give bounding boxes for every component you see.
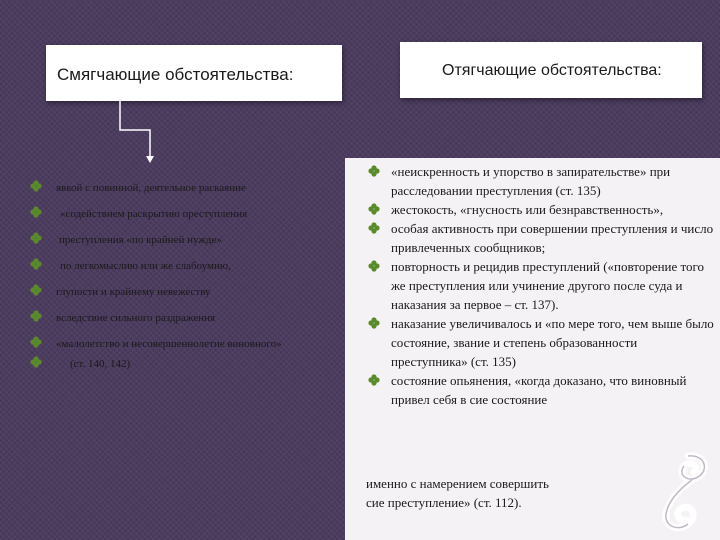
- aggravating-item: [366, 200, 716, 219]
- aggravating-item: [366, 257, 716, 314]
- clover-bullet-icon: [368, 260, 380, 272]
- clover-bullet-icon: [368, 374, 380, 386]
- clover-bullet-icon: [30, 284, 42, 296]
- aggravating-item-text: жестокость, «гнусность или безнравственность»,: [391, 202, 664, 217]
- aggravating-tail: [366, 474, 549, 512]
- mitigating-item-text: преступления «по крайней нужде»: [59, 234, 222, 246]
- mitigating-item-text: глупости и крайнему невежеству: [56, 286, 211, 298]
- flourish-ornament-icon: [648, 450, 714, 534]
- aggravating-item: [366, 371, 716, 409]
- mitigating-item-text: (ст. 140, 142): [70, 358, 131, 370]
- clover-bullet-icon: [368, 317, 380, 329]
- aggravating-item-text: «неискренность и упорство в запирательстве» при расследовании преступления (ст. 135): [391, 164, 671, 198]
- aggravating-item-text: особая активность при совершении преступления и число привлеченных сообщников;: [391, 221, 714, 255]
- aggravating-item: [366, 314, 716, 371]
- mitigating-item-text: «малолетство и несовершеннолетие виновного»: [56, 338, 282, 350]
- mitigating-title: Смягчающие обстоятельства:: [57, 65, 294, 84]
- clover-bullet-icon: [368, 203, 380, 215]
- clover-bullet-icon: [30, 336, 42, 348]
- aggravating-title: Отягчающие обстоятельства:: [442, 62, 662, 79]
- mitigating-item-text: по легкомыслию или же слабоумию,: [60, 260, 231, 272]
- clover-bullet-icon: [30, 206, 42, 218]
- aggravating-tail-line: именно с намерением совершить: [366, 476, 549, 491]
- clover-bullet-icon: [368, 165, 380, 177]
- clover-bullet-icon: [30, 356, 42, 368]
- clover-bullet-icon: [30, 180, 42, 192]
- aggravating-tail-line: сие преступление» (ст. 112).: [366, 495, 522, 510]
- aggravating-list: [366, 162, 716, 409]
- clover-bullet-icon: [30, 258, 42, 270]
- aggravating-item-text: повторность и рецидив преступлений («повторение того же преступления или учинение другого после суда и наказания за первое – ст. 137).: [391, 259, 705, 312]
- clover-bullet-icon: [368, 222, 380, 234]
- mitigating-item-text: явкой с повинной, деятельное раскаяние: [56, 182, 246, 194]
- aggravating-item-text: наказание увеличивалось и «по мере того, чем выше было состояние, звание и степень образованности преступника» (ст. 135): [391, 316, 714, 369]
- mitigating-item-text: вследствие сильного раздражения: [56, 312, 216, 324]
- clover-bullet-icon: [30, 310, 42, 322]
- aggravating-item: [366, 219, 716, 257]
- clover-bullet-icon: [30, 232, 42, 244]
- aggravating-item: [366, 162, 716, 200]
- mitigating-item-text: «содействием раскрытию преступления: [60, 208, 248, 220]
- aggravating-item-text: состояние опьянения, «когда доказано, что виновный привел себя в сие состояние: [391, 373, 687, 407]
